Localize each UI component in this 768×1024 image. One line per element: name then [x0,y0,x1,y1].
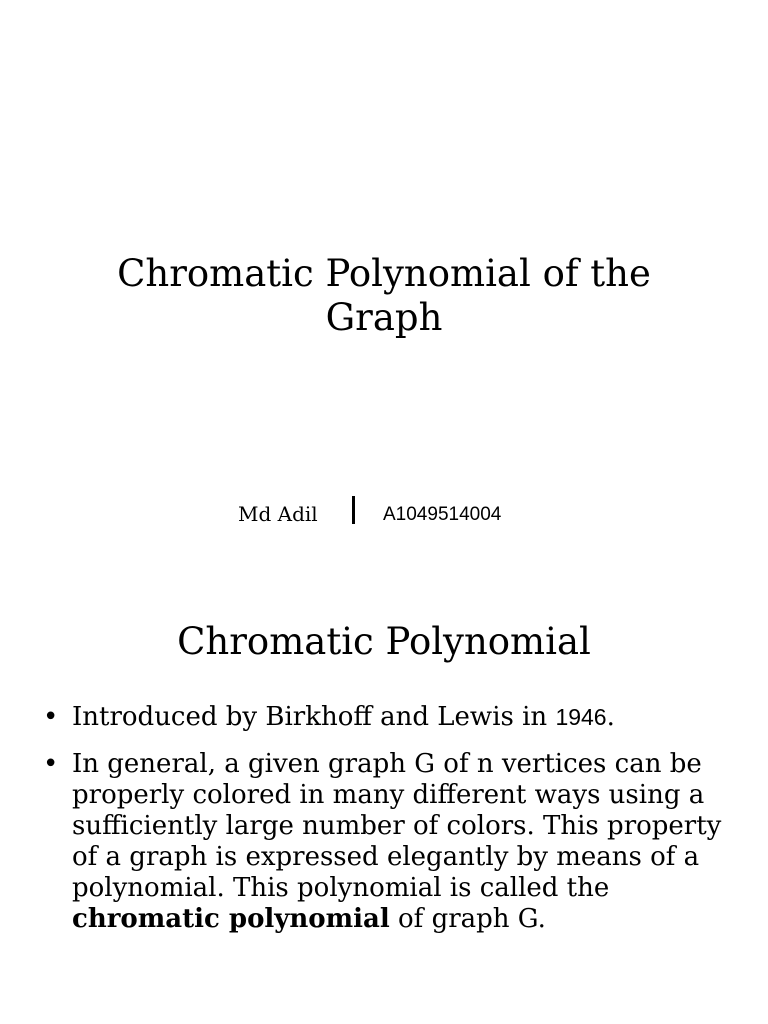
slide-title-line-1: Chromatic Polynomial of the [117,252,651,295]
bullet-dot-icon: • [43,749,59,779]
bullet-year: 1946 [555,704,607,730]
bullet-list [0,702,768,951]
bullet-text: Introduced by Birkhoff and Lewis in [72,702,556,732]
bullet-dot-icon: • [43,702,59,732]
slide-heading: Chromatic Polynomial [177,620,591,663]
bullet-text: In general, a given graph G of n vertices can be properly colored in many different ways using a sufficiently large number of colors. This property of a graph is expressed elegantly by means of a polynomial. This polynomial is called the [72,749,722,903]
byline [0,494,768,530]
author-name: Md Adil [238,502,318,526]
enrollment-number: A1049514004 [383,504,502,525]
byline-divider [352,496,355,524]
bullet-item [0,702,768,733]
slide-title-line-2: Graph [325,296,443,339]
bullet-emphasis: chromatic polynomial [72,904,390,934]
content-slide [0,590,768,1024]
slide-title [0,252,768,340]
bullet-text-end: . [606,702,615,732]
bullet-text-end: of graph G. [389,904,546,934]
bullet-item [0,749,768,935]
